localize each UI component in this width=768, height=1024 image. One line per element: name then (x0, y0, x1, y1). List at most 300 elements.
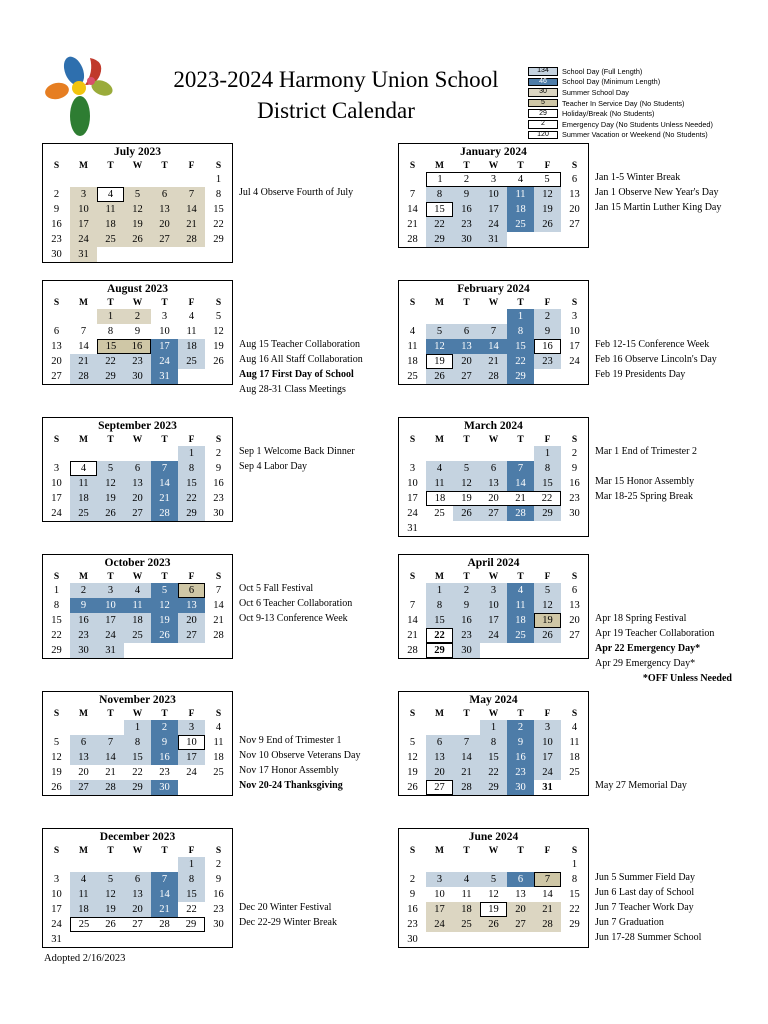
day-cell: 29 (426, 643, 453, 658)
weekday-header: M (435, 709, 444, 719)
month-notes (236, 143, 394, 280)
day-cell: 1 (53, 585, 60, 596)
calendar-note: Feb 19 Presidents Day (595, 369, 686, 380)
legend-row-4 (528, 108, 743, 119)
weekday-header: S (409, 435, 416, 445)
empty-cell (43, 857, 70, 872)
day-cell: 17 (51, 904, 62, 915)
month-notes (236, 691, 394, 828)
calendar-april-2024 (398, 554, 589, 659)
day-cell: 20 (507, 902, 534, 917)
day-cell: 14 (453, 750, 480, 765)
day-cell: 28 (213, 630, 224, 641)
legend-row-2 (528, 87, 743, 98)
day-cell: 20 (178, 613, 205, 628)
calendar-note: Jun 6 Last day of School (595, 887, 695, 898)
empty-cell (70, 720, 97, 735)
calendar-note: Nov 20-24 Thanksgiving (239, 780, 343, 791)
weekday-header-row (399, 433, 588, 446)
day-cell: 22 (51, 630, 62, 641)
day-cell: 6 (70, 735, 97, 750)
empty-cell (453, 720, 480, 735)
day-cell: 18 (426, 491, 453, 506)
adopted-footnote: Adopted 2/16/2023 (44, 953, 126, 964)
day-cell: 25 (213, 767, 224, 778)
day-cell: 29 (426, 232, 453, 247)
legend-label: School Day (Minimum Length) (562, 77, 661, 87)
empty-cell (124, 857, 151, 872)
day-cell: 30 (70, 643, 97, 658)
month-may-2024 (398, 691, 754, 828)
weekday-header: M (79, 298, 88, 308)
day-cell: 17 (569, 341, 580, 352)
day-cell: 4 (507, 172, 534, 187)
weekday-header: T (161, 709, 168, 719)
day-cell: 4 (409, 326, 416, 337)
day-cell: 22 (213, 219, 224, 230)
day-cell: 26 (480, 917, 507, 932)
weekday-header-row (43, 296, 232, 309)
day-cell: 13 (480, 476, 507, 491)
day-cell: 10 (569, 326, 580, 337)
day-cell: 15 (569, 889, 580, 900)
day-cell: 7 (151, 461, 178, 476)
day-cell: 8 (426, 187, 453, 202)
day-cell: 13 (70, 750, 97, 765)
weekday-header: T (463, 846, 470, 856)
empty-cell (480, 309, 507, 324)
day-cell: 8 (507, 324, 534, 339)
day-cell: 15 (534, 476, 561, 491)
day-cell: 18 (407, 356, 418, 367)
day-cell: 28 (407, 645, 418, 656)
day-cell: 13 (178, 598, 205, 613)
day-cell: 18 (178, 339, 205, 354)
month-title: August 2023 (106, 283, 169, 295)
empty-cell (97, 857, 124, 872)
calendar-july-2023 (42, 143, 233, 263)
day-cell: 14 (213, 600, 224, 611)
day-cell: 19 (213, 341, 224, 352)
day-cell: 28 (178, 232, 205, 247)
day-cell: 12 (488, 889, 499, 900)
weekday-header: T (161, 161, 168, 171)
empty-cell (453, 309, 480, 324)
day-cell: 24 (426, 917, 453, 932)
day-cell: 11 (186, 326, 197, 337)
day-cell: 20 (151, 217, 178, 232)
legend-row-0 (528, 66, 743, 77)
day-cell: 27 (569, 219, 580, 230)
day-cell: 22 (132, 767, 143, 778)
weekday-header: W (132, 572, 143, 582)
day-cell: 2 (53, 189, 60, 200)
weekday-header: S (409, 846, 416, 856)
weekday-header: T (107, 298, 114, 308)
day-cell: 3 (426, 872, 453, 887)
weekday-header: S (215, 572, 222, 582)
day-cell: 26 (407, 782, 418, 793)
weekday-header: T (463, 298, 470, 308)
day-cell: 6 (453, 324, 480, 339)
day-cell: 21 (151, 491, 178, 506)
day-cell: 5 (409, 737, 416, 748)
day-cell: 25 (97, 232, 124, 247)
day-cell: 5 (480, 872, 507, 887)
calendar-note: Jan 15 Martin Luther King Day (595, 202, 722, 213)
day-cell: 11 (426, 476, 453, 491)
month-notes (592, 280, 750, 417)
month-title: March 2024 (464, 420, 523, 432)
day-cell: 2 (571, 448, 578, 459)
day-cell: 14 (507, 476, 534, 491)
day-cell: 31 (542, 782, 553, 793)
day-cell: 10 (534, 735, 561, 750)
day-cell: 9 (453, 187, 480, 202)
day-cell: 19 (534, 202, 561, 217)
day-cell: 26 (97, 917, 124, 932)
calendar-note: Jan 1-5 Winter Break (595, 172, 681, 183)
empty-cell (426, 446, 453, 461)
legend-swatch: 29 (528, 109, 558, 118)
weekday-header: F (544, 161, 551, 171)
empty-cell (124, 172, 151, 187)
day-cell: 15 (124, 750, 151, 765)
empty-cell (70, 446, 97, 461)
day-cell: 12 (407, 752, 418, 763)
day-cell: 21 (178, 217, 205, 232)
calendar-note: Jan 1 Observe New Year's Day (595, 187, 719, 198)
day-cell: 7 (80, 326, 87, 337)
calendar-note: Dec 20 Winter Festival (239, 902, 332, 913)
day-cell: 15 (507, 339, 534, 354)
legend-label: Emergency Day (No Students Unless Needed) (562, 119, 713, 129)
day-cell: 10 (51, 889, 62, 900)
weekday-header: W (488, 846, 499, 856)
weekday-header: W (488, 709, 499, 719)
day-cell: 24 (97, 628, 124, 643)
day-cell: 20 (569, 615, 580, 626)
weekday-header: F (544, 572, 551, 582)
day-cell: 12 (213, 326, 224, 337)
day-cell: 23 (70, 628, 97, 643)
calendar-note: Jun 7 Graduation (595, 917, 664, 928)
weekday-header: W (132, 435, 143, 445)
day-cell: 19 (151, 613, 178, 628)
day-cell: 16 (51, 219, 62, 230)
day-cell: 15 (480, 750, 507, 765)
day-cell: 6 (178, 583, 205, 598)
calendar-note: Aug 17 First Day of School (239, 369, 354, 380)
day-cell: 25 (507, 217, 534, 232)
day-cell: 19 (51, 767, 62, 778)
weekday-header: F (544, 435, 551, 445)
weekday-header: F (544, 298, 551, 308)
day-cell: 13 (124, 887, 151, 902)
weekday-header: T (517, 846, 524, 856)
weekday-header-row (43, 844, 232, 857)
day-cell: 29 (97, 369, 124, 384)
day-cell: 15 (426, 613, 453, 628)
empty-cell (97, 172, 124, 187)
weekday-header: T (463, 572, 470, 582)
empty-cell (399, 172, 426, 187)
day-cell: 25 (407, 371, 418, 382)
calendar-june-2024 (398, 828, 589, 948)
legend-swatch: 120 (528, 131, 558, 140)
weekday-header: S (571, 572, 578, 582)
empty-cell (70, 857, 97, 872)
day-cell: 5 (215, 311, 222, 322)
page-title-line2: District Calendar (257, 98, 415, 123)
legend-label: School Day (Full Length) (562, 66, 643, 76)
day-cell: 26 (534, 628, 561, 643)
day-cell: 15 (213, 204, 224, 215)
day-cell: 8 (571, 874, 578, 885)
calendar-note: Mar 15 Honor Assembly (595, 476, 695, 487)
day-cell: 2 (453, 583, 480, 598)
weekday-header: W (132, 161, 143, 171)
day-cell: 14 (407, 204, 418, 215)
month-notes (592, 554, 750, 691)
calendar-note: Mar 1 End of Trimester 2 (595, 446, 697, 457)
weekday-header: F (188, 161, 195, 171)
empty-cell (426, 720, 453, 735)
empty-cell (399, 446, 426, 461)
day-cell: 27 (426, 780, 453, 795)
day-cell: 27 (569, 630, 580, 641)
month-december-2023 (42, 828, 398, 965)
day-cell: 6 (571, 174, 578, 185)
day-cell: 18 (70, 902, 97, 917)
day-cell: 16 (151, 750, 178, 765)
day-cell: 20 (51, 356, 62, 367)
day-cell: 13 (569, 189, 580, 200)
day-cell: 9 (409, 889, 416, 900)
month-title: June 2024 (468, 831, 519, 843)
day-cell: 19 (407, 767, 418, 778)
month-notes (592, 143, 750, 280)
day-cell: 14 (178, 202, 205, 217)
day-cell: 1 (426, 583, 453, 598)
legend-swatch: 134 (528, 67, 558, 76)
day-cell: 1 (507, 309, 534, 324)
calendar-note: Apr 22 Emergency Day* (595, 643, 701, 654)
weekday-header-row (43, 433, 232, 446)
calendar-note: Sep 4 Labor Day (239, 461, 308, 472)
weekday-header: T (463, 709, 470, 719)
day-cell: 12 (534, 187, 561, 202)
calendar-note: Mar 18-25 Spring Break (595, 491, 694, 502)
day-cell: 11 (461, 889, 472, 900)
day-grid (399, 172, 588, 247)
legend-row-6 (528, 130, 743, 141)
day-cell: 2 (124, 309, 151, 324)
day-grid (43, 583, 232, 658)
day-cell: 22 (97, 354, 124, 369)
day-cell: 26 (453, 506, 480, 521)
day-cell: 16 (124, 339, 151, 354)
day-cell: 6 (507, 872, 534, 887)
legend-row-3 (528, 98, 743, 109)
day-cell: 9 (534, 324, 561, 339)
weekday-header: S (53, 161, 60, 171)
day-cell: 5 (97, 872, 124, 887)
day-cell: 2 (215, 859, 222, 870)
day-cell: 28 (151, 506, 178, 521)
day-cell: 4 (426, 461, 453, 476)
day-cell: 17 (97, 613, 124, 628)
weekday-header: S (53, 572, 60, 582)
weekday-header: F (188, 435, 195, 445)
day-cell: 7 (480, 324, 507, 339)
day-cell: 18 (124, 613, 151, 628)
day-cell: 24 (534, 765, 561, 780)
day-cell: 10 (480, 187, 507, 202)
calendar-note: Feb 16 Observe Lincoln's Day (595, 354, 717, 365)
empty-cell (151, 446, 178, 461)
day-cell: 24 (70, 232, 97, 247)
day-cell: 26 (213, 356, 224, 367)
day-cell: 26 (151, 628, 178, 643)
day-cell: 21 (407, 219, 418, 230)
day-cell: 15 (97, 339, 124, 354)
day-cell: 23 (124, 354, 151, 369)
weekday-header: W (132, 298, 143, 308)
empty-cell (43, 720, 70, 735)
weekday-header: T (517, 435, 524, 445)
day-cell: 30 (453, 643, 480, 658)
day-cell: 16 (534, 339, 561, 354)
day-cell: 6 (480, 461, 507, 476)
legend-swatch: 2 (528, 120, 558, 129)
weekday-header: T (517, 709, 524, 719)
day-cell: 15 (178, 476, 205, 491)
day-cell: 27 (70, 780, 97, 795)
calendar-january-2024 (398, 143, 589, 248)
weekday-header: W (132, 846, 143, 856)
weekday-header: F (188, 846, 195, 856)
empty-cell (151, 172, 178, 187)
day-cell: 12 (453, 476, 480, 491)
day-cell: 10 (159, 326, 170, 337)
weekday-header: S (409, 298, 416, 308)
empty-cell (43, 309, 70, 324)
month-title: November 2023 (99, 694, 176, 706)
weekday-header: M (79, 435, 88, 445)
day-cell: 6 (53, 326, 60, 337)
weekday-header-row (399, 296, 588, 309)
empty-cell (507, 446, 534, 461)
day-cell: 6 (151, 187, 178, 202)
day-cell: 19 (97, 491, 124, 506)
day-cell: 9 (215, 463, 222, 474)
day-cell: 22 (426, 628, 453, 643)
weekday-header: S (215, 846, 222, 856)
day-cell: 30 (407, 934, 418, 945)
day-cell: 8 (124, 735, 151, 750)
day-cell: 1 (571, 859, 578, 870)
weekday-header: S (215, 161, 222, 171)
day-cell: 7 (409, 189, 416, 200)
day-cell: 4 (70, 872, 97, 887)
day-cell: 17 (178, 750, 205, 765)
weekday-header-row (399, 570, 588, 583)
day-cell: 9 (215, 874, 222, 885)
day-cell: 11 (70, 476, 97, 491)
day-cell: 15 (426, 202, 453, 217)
weekday-header: T (517, 161, 524, 171)
day-cell: 3 (97, 583, 124, 598)
empty-cell (97, 720, 124, 735)
day-cell: 24 (51, 508, 62, 519)
weekday-header: M (79, 572, 88, 582)
day-cell: 17 (51, 493, 62, 504)
weekday-header: T (161, 846, 168, 856)
day-cell: 31 (480, 232, 507, 247)
day-grid (399, 583, 588, 658)
day-cell: 23 (213, 904, 224, 915)
day-grid (43, 857, 232, 947)
day-cell: 25 (178, 354, 205, 369)
day-cell: 29 (507, 369, 534, 384)
day-cell: 7 (178, 187, 205, 202)
day-cell: 20 (569, 204, 580, 215)
day-cell: 21 (453, 765, 480, 780)
calendar-note: Aug 16 All Staff Collaboration (239, 354, 363, 365)
day-cell: 30 (124, 369, 151, 384)
day-cell: 8 (53, 600, 60, 611)
weekday-header: F (188, 572, 195, 582)
day-cell: 1 (480, 720, 507, 735)
calendar-note: Apr 29 Emergency Day* (595, 658, 696, 669)
day-cell: 27 (178, 628, 205, 643)
day-cell: 20 (78, 767, 89, 778)
day-cell: 9 (507, 735, 534, 750)
weekday-header: T (107, 572, 114, 582)
month-title: October 2023 (104, 557, 171, 569)
weekday-header: T (161, 572, 168, 582)
day-cell: 16 (453, 202, 480, 217)
day-cell: 7 (409, 600, 416, 611)
day-cell: 10 (434, 889, 445, 900)
legend-label: Holiday/Break (No Students) (562, 109, 655, 119)
day-cell: 17 (70, 217, 97, 232)
empty-cell (124, 446, 151, 461)
day-cell: 20 (480, 491, 507, 506)
month-notes (236, 828, 394, 965)
empty-cell (70, 172, 97, 187)
day-cell: 11 (70, 887, 97, 902)
day-cell: 12 (124, 202, 151, 217)
day-cell: 23 (159, 767, 170, 778)
day-cell: 15 (51, 615, 62, 626)
month-notes (592, 691, 750, 828)
day-cell: 14 (542, 889, 553, 900)
weekday-header: M (79, 846, 88, 856)
month-notes (236, 280, 394, 417)
calendar-note: *OFF Unless Needed (642, 673, 732, 684)
weekday-header: W (488, 435, 499, 445)
day-cell: 23 (453, 628, 480, 643)
day-cell: 16 (213, 478, 224, 489)
day-cell: 5 (151, 583, 178, 598)
day-cell: 29 (480, 780, 507, 795)
calendar-note: Jun 7 Teacher Work Day (595, 902, 694, 913)
day-cell: 10 (70, 202, 97, 217)
day-cell: 16 (70, 613, 97, 628)
day-grid (399, 720, 588, 795)
